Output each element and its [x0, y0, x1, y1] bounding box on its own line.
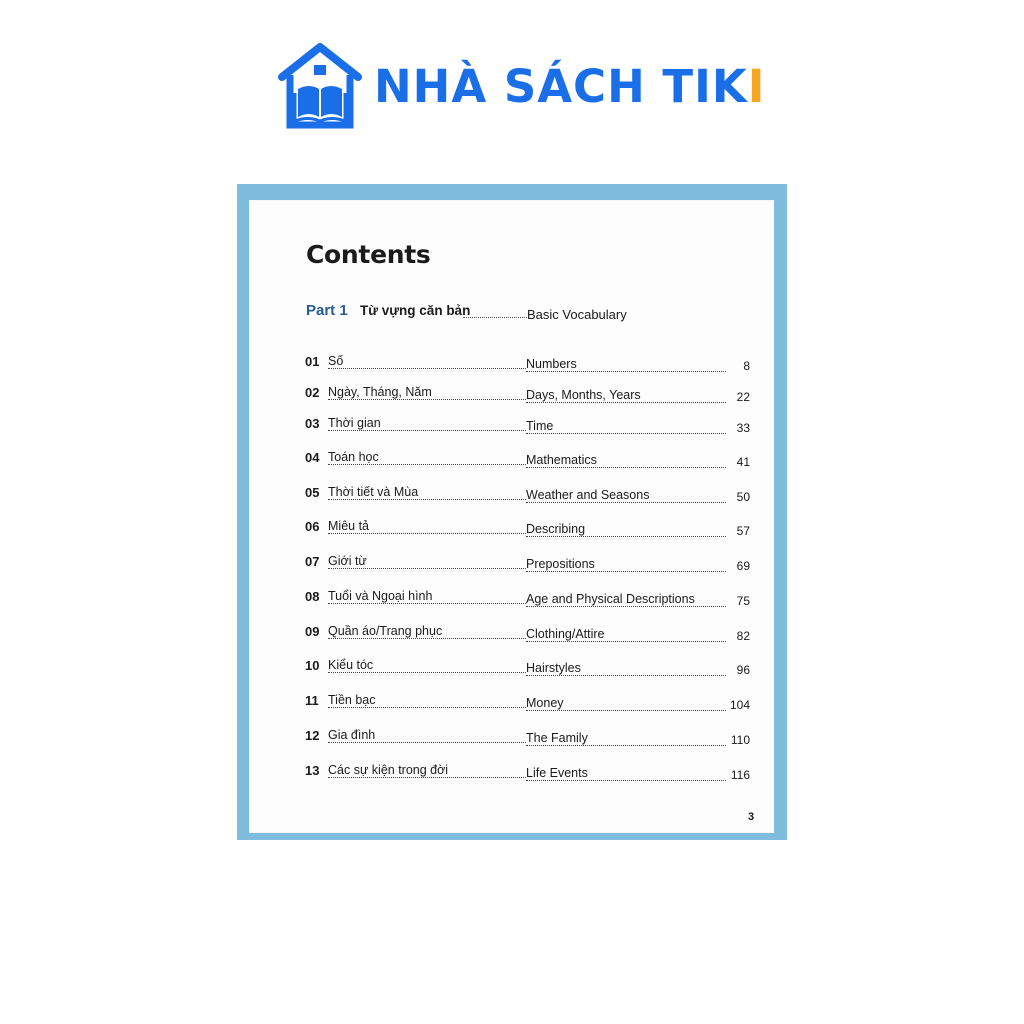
- entry-number: 04: [305, 450, 320, 465]
- toc-entry: [305, 416, 750, 438]
- brand-i: I: [747, 59, 766, 113]
- part-number: Part 1: [306, 302, 348, 319]
- entry-title-en: Days, Months, Years: [526, 388, 641, 402]
- part-title-vn: Từ vựng căn bản: [360, 303, 471, 318]
- entry-title-en: Time: [526, 419, 554, 433]
- dot-leader: [328, 499, 526, 500]
- brand-name: NHÀ SÁCH TIKI: [374, 59, 766, 113]
- entry-page: 96: [736, 663, 750, 677]
- dot-leader: [328, 638, 526, 639]
- dot-leader: [328, 603, 526, 604]
- entry-number: 13: [305, 763, 320, 778]
- entry-page: 104: [729, 698, 750, 712]
- entry-number: 09: [305, 624, 320, 639]
- toc-entry: [305, 624, 750, 646]
- toc-entry: [305, 693, 750, 715]
- dot-leader: [526, 780, 726, 781]
- dot-leader: [526, 641, 726, 642]
- entry-title-en: Describing: [526, 522, 586, 536]
- entry-number: 10: [305, 658, 320, 673]
- toc-entry: [305, 728, 750, 750]
- contents-list: [249, 200, 774, 833]
- entry-title-vn: Tiền bạc: [328, 693, 376, 707]
- dot-leader: [328, 430, 526, 431]
- entry-number: 01: [305, 354, 320, 369]
- entry-title-vn: Gia đình: [328, 728, 376, 742]
- entry-title-vn: Tuổi và Ngoại hình: [328, 589, 433, 603]
- entry-page: 82: [736, 629, 750, 643]
- dot-leader: [328, 464, 526, 465]
- entry-title-vn: Các sự kiện trong đời: [328, 763, 449, 777]
- dot-leader: [526, 606, 726, 607]
- entry-title-en: Money: [526, 696, 564, 710]
- entry-page: 69: [736, 559, 750, 573]
- contents-page: [249, 200, 774, 833]
- entry-title-en: Life Events: [526, 766, 588, 780]
- dot-leader: [526, 467, 726, 468]
- dot-leader: [328, 399, 526, 400]
- entry-title-vn: Kiểu tóc: [328, 658, 374, 672]
- toc-entry: [305, 554, 750, 576]
- toc-entry: [305, 519, 750, 541]
- dot-leader: [328, 777, 526, 778]
- entry-page: 75: [736, 594, 750, 608]
- entry-title-vn: Ngày, Tháng, Năm: [328, 385, 432, 399]
- toc-entry: [305, 763, 750, 785]
- entry-page: 57: [736, 524, 750, 538]
- entry-title-vn: Toán học: [328, 450, 379, 464]
- entry-title-vn: Thời tiết và Mùa: [328, 485, 419, 499]
- page-number: 3: [748, 811, 755, 823]
- entry-number: 02: [305, 385, 320, 400]
- entry-title-en: Weather and Seasons: [526, 488, 650, 502]
- entry-title-vn: Giới từ: [328, 554, 367, 568]
- entry-number: 07: [305, 554, 320, 569]
- brand-k: K: [711, 59, 748, 113]
- entry-title-en: Age and Physical Descriptions: [526, 592, 695, 606]
- dot-leader: [526, 433, 726, 434]
- toc-entry: [305, 589, 750, 611]
- entry-number: 08: [305, 589, 320, 604]
- entry-page: 41: [736, 455, 750, 469]
- entry-page: 8: [743, 359, 750, 373]
- entry-title-en: Numbers: [526, 357, 577, 371]
- dot-leader: [328, 742, 526, 743]
- dot-leader: [526, 710, 726, 711]
- toc-entry: [305, 485, 750, 507]
- entry-number: 05: [305, 485, 320, 500]
- dot-leader: [328, 568, 526, 569]
- entry-title-vn: Quần áo/Trang phục: [328, 624, 443, 638]
- entry-title-en: Hairstyles: [526, 661, 581, 675]
- dot-leader: [526, 571, 726, 572]
- dot-leader: [526, 675, 726, 676]
- dot-leader: [526, 745, 726, 746]
- toc-entry: [305, 658, 750, 680]
- dot-leader: [526, 536, 726, 537]
- entry-title-en: Mathematics: [526, 453, 597, 467]
- entry-title-en: Clothing/Attire: [526, 627, 605, 641]
- entry-page: 116: [730, 768, 750, 782]
- entry-page: 50: [736, 490, 750, 504]
- entry-number: 12: [305, 728, 320, 743]
- dot-leader: [526, 371, 726, 372]
- dot-leader: [328, 707, 526, 708]
- dot-leader: [328, 672, 526, 673]
- entry-page: 22: [736, 390, 750, 404]
- toc-entry: [305, 354, 750, 376]
- entry-title-en: The Family: [526, 731, 588, 745]
- entry-title-en: Prepositions: [526, 557, 595, 571]
- toc-entry: [305, 450, 750, 472]
- entry-number: 11: [305, 693, 319, 708]
- scanned-page: [237, 184, 787, 840]
- entry-title-vn: Thời gian: [328, 416, 381, 430]
- house-book-icon: [278, 43, 362, 129]
- entry-title-vn: Số: [328, 354, 344, 368]
- brand-header: [278, 42, 765, 130]
- dot-leader: [526, 402, 726, 403]
- entry-page: 33: [736, 421, 750, 435]
- entry-number: 03: [305, 416, 320, 431]
- entry-number: 06: [305, 519, 320, 534]
- dot-leader: [526, 502, 726, 503]
- toc-entry: [305, 385, 750, 407]
- entry-title-vn: Miêu tả: [328, 519, 369, 533]
- dot-leader: [328, 368, 526, 369]
- dot-leader: [328, 533, 526, 534]
- page-title: Contents: [306, 240, 431, 269]
- part-title-en: Basic Vocabulary: [527, 307, 627, 322]
- entry-page: 110: [730, 733, 750, 747]
